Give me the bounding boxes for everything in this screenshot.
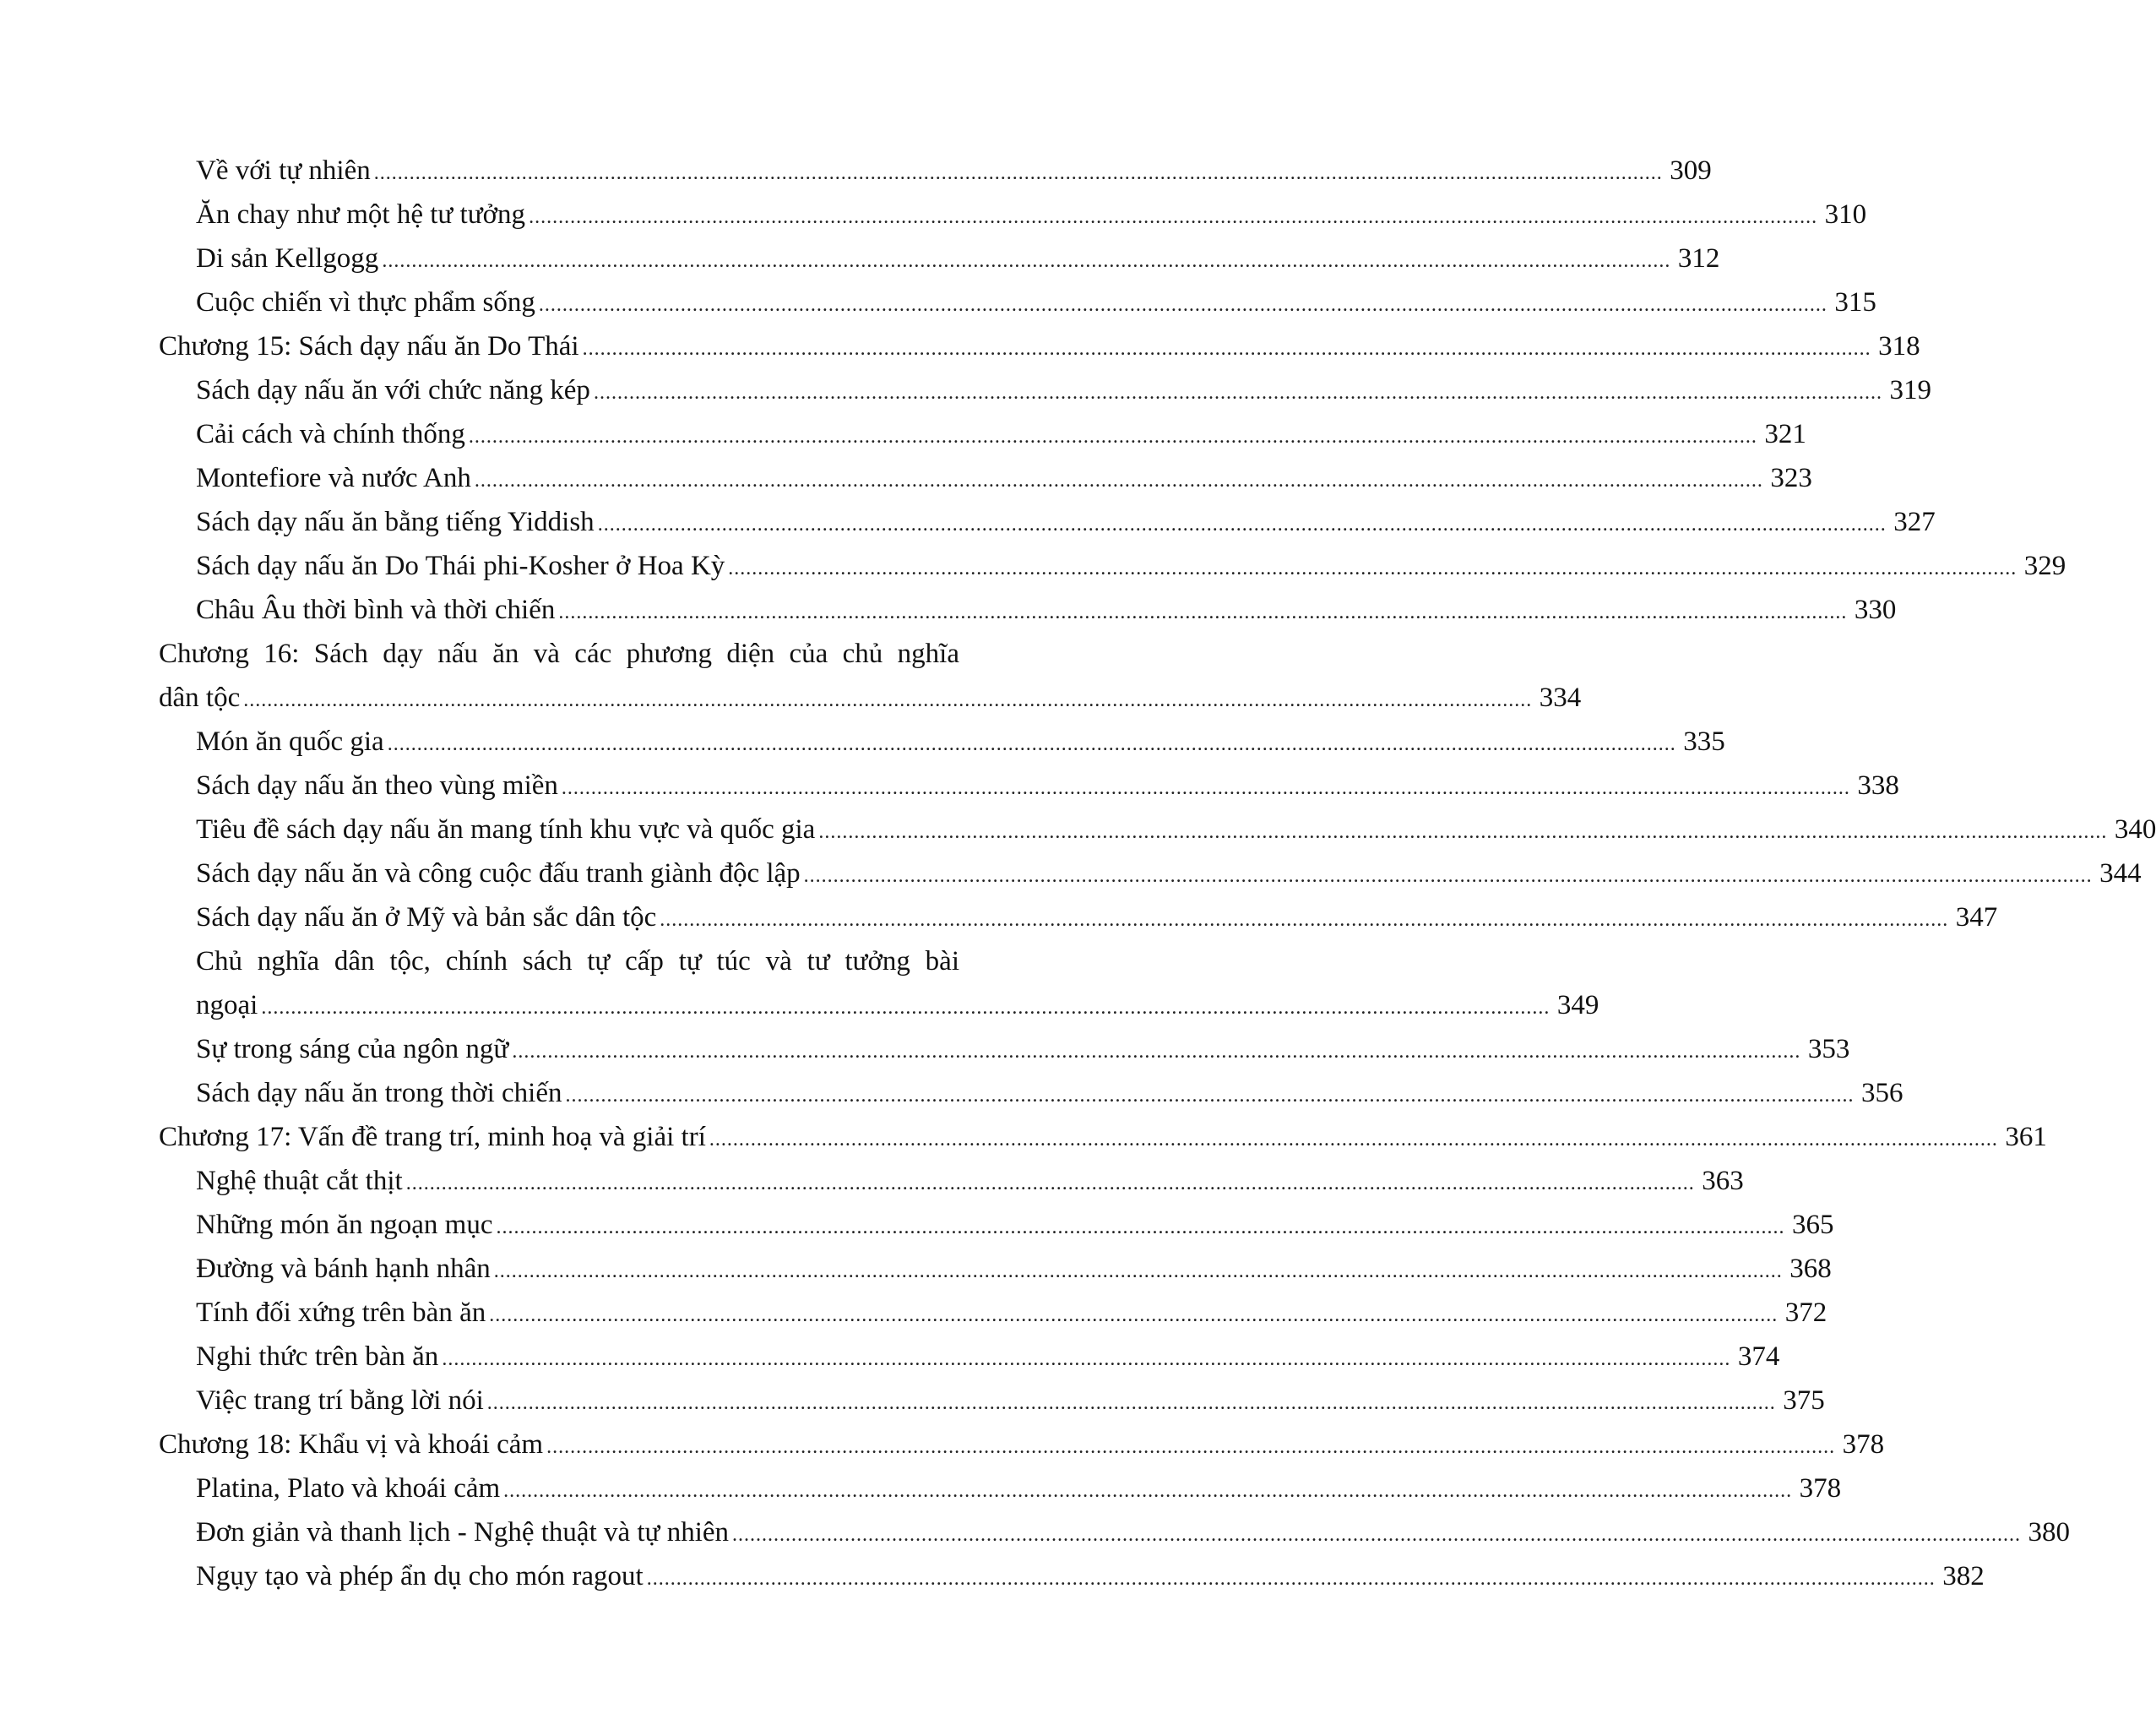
- toc-entry-title: Cuộc chiến vì thực phẩm sống: [196, 287, 535, 318]
- toc-entry-title: Sách dạy nấu ăn với chức năng kép: [196, 375, 590, 405]
- toc-entry-title: Chương 15: Sách dạy nấu ăn Do Thái: [159, 331, 579, 362]
- toc-subsection-entry[interactable]: [159, 280, 1876, 324]
- toc-entry-title: Tiêu đề sách dạy nấu ăn mang tính khu vực và quốc gia: [196, 814, 816, 845]
- toc-subsection-entry[interactable]: [159, 764, 1899, 808]
- toc-entry-page-number: 327: [1893, 507, 1936, 537]
- toc-subsection-entry[interactable]: [159, 1466, 1842, 1510]
- toc-entry-page-number: 361: [2005, 1122, 2047, 1152]
- toc-entry-title: Cải cách và chính thống: [196, 419, 465, 449]
- toc-subsection-entry[interactable]: [159, 412, 1806, 456]
- toc-subsection-entry[interactable]: [159, 1291, 1827, 1335]
- toc-entry-page-number: 344: [2099, 858, 2142, 889]
- dot-leader: [406, 1161, 1695, 1205]
- toc-chapter-entry[interactable]: [159, 1423, 1885, 1466]
- toc-subsection-entry[interactable]: [159, 1247, 1832, 1291]
- toc-entry-title: Sách dạy nấu ăn Do Thái phi-Kosher ở Hoa Kỳ: [196, 551, 725, 581]
- dot-leader: [732, 1513, 2021, 1557]
- dot-leader: [469, 415, 1757, 459]
- toc-entry-title: Sách dạy nấu ăn theo vùng miền: [196, 770, 558, 801]
- toc-entry-title: dân tộc: [159, 683, 241, 713]
- toc-subsection-entry[interactable]: [159, 544, 2066, 588]
- table-of-contents: [159, 149, 2156, 1598]
- toc-entry-title: ngoại: [196, 990, 258, 1020]
- toc-entry-page-number: 321: [1764, 419, 1806, 449]
- toc-entry-title: Ăn chay như một hệ tư tưởng: [196, 199, 526, 230]
- toc-entry-title: Châu Âu thời bình và thời chiến: [196, 595, 556, 625]
- toc-subsection-entry[interactable]: [159, 1027, 1850, 1071]
- dot-leader: [494, 1249, 1783, 1293]
- toc-entry-page-number: 323: [1770, 463, 1812, 493]
- dot-leader: [487, 1381, 1776, 1425]
- dot-leader: [388, 722, 1676, 766]
- dot-leader: [529, 195, 1817, 239]
- toc-subsection-entry[interactable]: [159, 500, 1936, 544]
- toc-subsection-entry[interactable]: [159, 456, 1812, 500]
- toc-entry-page-number: 318: [1878, 331, 1920, 362]
- toc-entry-title: Sách dạy nấu ăn trong thời chiến: [196, 1078, 562, 1108]
- dot-leader: [546, 1425, 1835, 1469]
- dot-leader: [382, 239, 1670, 283]
- toc-entry-title: Đường và bánh hạnh nhân: [196, 1254, 491, 1284]
- toc-entry-page-number: 340: [2114, 814, 2156, 845]
- toc-entry-page-number: 349: [1556, 990, 1599, 1020]
- toc-subsection-entry[interactable]: [159, 895, 1998, 939]
- toc-entry-title: Nghi thức trên bàn ăn: [196, 1341, 439, 1372]
- dot-leader: [598, 503, 1887, 547]
- dot-leader: [497, 1205, 1785, 1249]
- dot-leader: [594, 371, 1882, 415]
- toc-entry-page-number: 315: [1834, 287, 1876, 318]
- toc-entry-title: Việc trang trí bằng lời nói: [196, 1385, 484, 1416]
- toc-entry-page-number: 310: [1824, 199, 1867, 230]
- toc-entry-title: Sách dạy nấu ăn và công cuộc đấu tranh giành độc lập: [196, 858, 801, 889]
- dot-leader: [562, 766, 1850, 810]
- toc-entry-page-number: 329: [2023, 551, 2066, 581]
- toc-entry-title: Đơn giản và thanh lịch - Nghệ thuật và tự nhiên: [196, 1517, 730, 1548]
- toc-entry-title: Sách dạy nấu ăn ở Mỹ và bản sắc dân tộc: [196, 902, 657, 933]
- toc-entry-page-number: 338: [1857, 770, 1899, 801]
- toc-entry-title: Món ăn quốc gia: [196, 726, 384, 757]
- dot-leader: [647, 1557, 1936, 1601]
- toc-entry-page-number: 353: [1807, 1034, 1850, 1064]
- toc-subsection-entry[interactable]: [159, 1159, 1744, 1203]
- dot-leader: [503, 1469, 1792, 1513]
- toc-subsection-entry[interactable]: [159, 1379, 1825, 1423]
- dot-leader: [818, 810, 2107, 854]
- toc-entry-page-number: 378: [1842, 1429, 1885, 1460]
- dot-leader: [558, 590, 1847, 634]
- dot-leader: [804, 854, 2093, 898]
- toc-entry-page-number: 356: [1861, 1078, 1903, 1108]
- toc-entry-title: Về với tự nhiên: [196, 155, 371, 186]
- dot-leader: [489, 1293, 1778, 1337]
- toc-entry-page-number: 335: [1683, 726, 1725, 757]
- dot-leader: [709, 1118, 1998, 1161]
- toc-subsection-entry[interactable]: [159, 1554, 1985, 1598]
- toc-entry-page-number: 312: [1677, 243, 1720, 274]
- toc-entry-page-number: 382: [1942, 1561, 1985, 1591]
- toc-subsection-entry[interactable]: [159, 193, 1867, 237]
- toc-subsection-entry[interactable]: [159, 1335, 1780, 1379]
- toc-subsection-entry[interactable]: [159, 720, 1725, 764]
- dot-leader: [442, 1337, 1730, 1381]
- dot-leader: [728, 547, 2017, 590]
- dot-leader: [374, 151, 1663, 195]
- toc-entry-title-line1: Chương 16: Sách dạy nấu ăn và các phương diện của chủ nghĩa: [159, 639, 959, 669]
- toc-chapter-entry[interactable]: [159, 324, 1920, 368]
- toc-subsection-entry[interactable]: [159, 588, 1897, 632]
- dot-leader: [261, 986, 1550, 1030]
- toc-entry-page-number: 309: [1670, 155, 1712, 186]
- toc-entry-page-number: 347: [1955, 902, 1998, 933]
- toc-entry-page-number: 334: [1539, 683, 1582, 713]
- toc-subsection-entry[interactable]: [159, 1510, 2071, 1554]
- toc-entry-title: Platina, Plato và khoái cảm: [196, 1473, 501, 1504]
- toc-entry-title: Di sản Kellgogg: [196, 243, 379, 274]
- toc-entry-page-number: 368: [1789, 1254, 1832, 1284]
- toc-entry-page-number: 319: [1889, 375, 1931, 405]
- dot-leader: [566, 1074, 1855, 1118]
- toc-entry-title: Montefiore và nước Anh: [196, 463, 471, 493]
- toc-entry-title: Sự trong sáng của ngôn ngữ: [196, 1034, 509, 1064]
- toc-chapter-entry[interactable]: [159, 676, 1582, 720]
- toc-subsection-entry[interactable]: [159, 1071, 1903, 1115]
- toc-chapter-entry[interactable]: [159, 1115, 2047, 1159]
- dot-leader: [475, 459, 1763, 503]
- toc-subsection-entry[interactable]: [159, 851, 2142, 895]
- dot-leader: [660, 898, 1948, 942]
- toc-entry-title: Chương 17: Vấn đề trang trí, minh hoạ và giải trí: [159, 1122, 706, 1152]
- toc-subsection-entry[interactable]: [159, 237, 1720, 280]
- dot-leader: [243, 678, 1532, 722]
- toc-entry-page-number: 380: [2028, 1517, 2071, 1548]
- toc-entry-title: Nghệ thuật cắt thịt: [196, 1166, 403, 1196]
- toc-entry-page-number: 378: [1799, 1473, 1842, 1504]
- toc-entry-title: Chương 18: Khẩu vị và khoái cảm: [159, 1429, 544, 1460]
- toc-subsection-entry[interactable]: [159, 983, 1599, 1027]
- toc-entry-title: Ngụy tạo và phép ẩn dụ cho món ragout: [196, 1561, 644, 1591]
- toc-entry-page-number: 363: [1702, 1166, 1744, 1196]
- toc-entry-page-number: 374: [1737, 1341, 1780, 1372]
- toc-subsection-entry[interactable]: [159, 149, 1712, 193]
- toc-entry-page-number: 365: [1792, 1210, 1834, 1240]
- toc-subsection-entry[interactable]: [159, 808, 2156, 851]
- toc-entry-title: Tính đối xứng trên bàn ăn: [196, 1298, 486, 1328]
- toc-entry-page-number: 372: [1784, 1298, 1827, 1328]
- toc-subsection-entry[interactable]: [159, 368, 1931, 412]
- toc-entry-title: Những món ăn ngoạn mục: [196, 1210, 493, 1240]
- dot-leader: [539, 283, 1827, 327]
- toc-subsection-entry[interactable]: [159, 1203, 1834, 1247]
- toc-entry-title-line1: Chủ nghĩa dân tộc, chính sách tự cấp tự túc và tư tưởng bài: [196, 946, 959, 977]
- toc-entry-page-number: 330: [1854, 595, 1897, 625]
- toc-entry-title: Sách dạy nấu ăn bằng tiếng Yiddish: [196, 507, 595, 537]
- toc-entry-page-number: 375: [1783, 1385, 1825, 1416]
- dot-leader: [512, 1030, 1800, 1074]
- dot-leader: [583, 327, 1871, 371]
